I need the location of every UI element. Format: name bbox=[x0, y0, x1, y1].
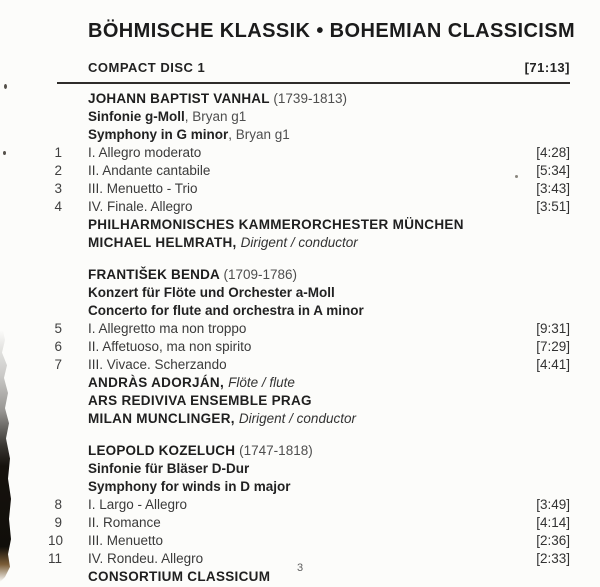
work-title-line bbox=[48, 460, 570, 478]
work-title-line bbox=[48, 478, 570, 496]
track-row bbox=[48, 320, 570, 338]
track-time: [2:36] bbox=[536, 533, 570, 548]
track-number: 11 bbox=[48, 551, 63, 566]
track-title: IV. Rondeu. Allegro bbox=[88, 551, 204, 566]
work-catalog: , Bryan g1 bbox=[228, 127, 290, 142]
track-title: II. Affetuoso, ma non spirito bbox=[88, 339, 252, 354]
performer-name: MILAN MUNCLINGER bbox=[88, 411, 231, 426]
track-time: [9:31] bbox=[536, 321, 570, 336]
composer-name: FRANTIŠEK BENDA bbox=[88, 267, 220, 282]
page-number: 3 bbox=[296, 562, 304, 574]
performer-name: ARS REDIVIVA ENSEMBLE PRAG bbox=[88, 393, 312, 408]
page-title: BÖHMISCHE KLASSIK • BOHEMIAN CLASSICISM bbox=[88, 20, 576, 42]
performer-name: ANDRÀS ADORJÁN bbox=[88, 375, 220, 390]
work-title-line bbox=[48, 284, 570, 302]
divider-rule bbox=[57, 82, 570, 84]
composer-line bbox=[48, 266, 570, 284]
work-title-line bbox=[48, 108, 570, 126]
track-row bbox=[48, 198, 570, 216]
track-time: [3:51] bbox=[536, 199, 570, 214]
composer-name: LEOPOLD KOZELUCH bbox=[88, 443, 236, 458]
track-number: 5 bbox=[54, 321, 62, 336]
scan-edge-artifact bbox=[0, 330, 11, 582]
track-number: 3 bbox=[54, 181, 62, 196]
performer-name: MICHAEL HELMRATH bbox=[88, 235, 233, 250]
performer-name: PHILHARMONISCHES KAMMERORCHESTER MÜNCHEN bbox=[88, 217, 464, 232]
performer-role: Dirigent / conductor bbox=[238, 411, 356, 426]
track-number: 1 bbox=[54, 145, 62, 160]
performer-name: CONSORTIUM CLASSICUM bbox=[88, 569, 271, 584]
composer-dates: (1709-1786) bbox=[223, 267, 298, 282]
track-row bbox=[48, 180, 570, 198]
work-section bbox=[48, 90, 570, 252]
disc-label: COMPACT DISC 1 bbox=[88, 60, 206, 75]
performer-line: ANDRÀS ADORJÁN, Flöte / flute bbox=[88, 375, 295, 390]
performer-line bbox=[48, 392, 570, 410]
track-time: [4:14] bbox=[536, 515, 570, 530]
composer-dates: (1739-1813) bbox=[273, 91, 347, 106]
composer-line bbox=[48, 442, 570, 460]
performer-role: Flöte / flute bbox=[228, 375, 295, 390]
work-title-line bbox=[48, 302, 570, 320]
track-row bbox=[48, 162, 570, 180]
track-time: [4:28] bbox=[536, 145, 570, 160]
work-section bbox=[48, 266, 570, 428]
track-row bbox=[48, 144, 570, 162]
composer-dates: (1747-1818) bbox=[239, 443, 313, 458]
track-time: [5:34] bbox=[536, 163, 570, 178]
scan-speck bbox=[4, 84, 7, 89]
work-title: Concerto for flute and orchestra in A minor bbox=[88, 303, 364, 318]
work-title: Sinfonie g-Moll bbox=[88, 109, 185, 124]
composer-name: JOHANN BAPTIST VANHAL bbox=[88, 91, 270, 106]
track-time: [7:29] bbox=[536, 339, 570, 354]
track-title: III. Vivace. Scherzando bbox=[88, 357, 227, 372]
track-time: [4:41] bbox=[536, 357, 570, 372]
track-title: II. Romance bbox=[88, 515, 161, 530]
track-row bbox=[48, 496, 570, 514]
composer-line bbox=[48, 90, 570, 108]
track-number: 9 bbox=[54, 515, 62, 530]
track-number: 4 bbox=[54, 199, 62, 214]
track-time: [2:33] bbox=[536, 551, 570, 566]
track-row bbox=[48, 356, 570, 374]
track-row bbox=[48, 532, 570, 550]
scan-speck bbox=[515, 175, 518, 178]
track-row bbox=[48, 338, 570, 356]
track-row bbox=[48, 514, 570, 532]
performer-role: Dirigent / conductor bbox=[240, 235, 358, 250]
performer-line: MICHAEL HELMRATH, Dirigent / conductor bbox=[88, 235, 358, 250]
track-title: I. Largo - Allegro bbox=[88, 497, 188, 512]
page-header bbox=[48, 20, 576, 84]
page-footer bbox=[0, 562, 600, 574]
work-title: Symphony for winds in D major bbox=[88, 479, 291, 494]
work-title-line bbox=[48, 126, 570, 144]
track-number: 2 bbox=[54, 163, 62, 178]
performer-line bbox=[48, 216, 570, 234]
work-title: Symphony in G minor bbox=[88, 127, 229, 142]
track-title: III. Menuetto bbox=[88, 533, 164, 548]
work-title: Konzert für Flöte und Orchester a-Moll bbox=[88, 285, 335, 300]
track-title: I. Allegretto ma non troppo bbox=[88, 321, 247, 336]
performer-line: MILAN MUNCLINGER, Dirigent / conductor bbox=[88, 411, 356, 426]
track-time: [3:43] bbox=[536, 181, 570, 196]
track-number: 7 bbox=[54, 357, 62, 372]
track-title: I. Allegro moderato bbox=[88, 145, 202, 160]
track-number: 6 bbox=[54, 339, 62, 354]
track-listing bbox=[48, 90, 570, 587]
disc-row bbox=[88, 60, 570, 75]
scan-speck bbox=[3, 151, 6, 155]
track-number: 10 bbox=[48, 533, 64, 548]
work-catalog: , Bryan g1 bbox=[184, 109, 247, 124]
track-time: [3:49] bbox=[536, 497, 570, 512]
track-title: II. Andante cantabile bbox=[88, 163, 211, 178]
work-title: Sinfonie für Bläser D-Dur bbox=[88, 461, 250, 476]
track-title: IV. Finale. Allegro bbox=[88, 199, 193, 214]
disc-total-time: [71:13] bbox=[524, 60, 570, 75]
track-number: 8 bbox=[54, 497, 62, 512]
track-title: III. Menuetto - Trio bbox=[88, 181, 198, 196]
